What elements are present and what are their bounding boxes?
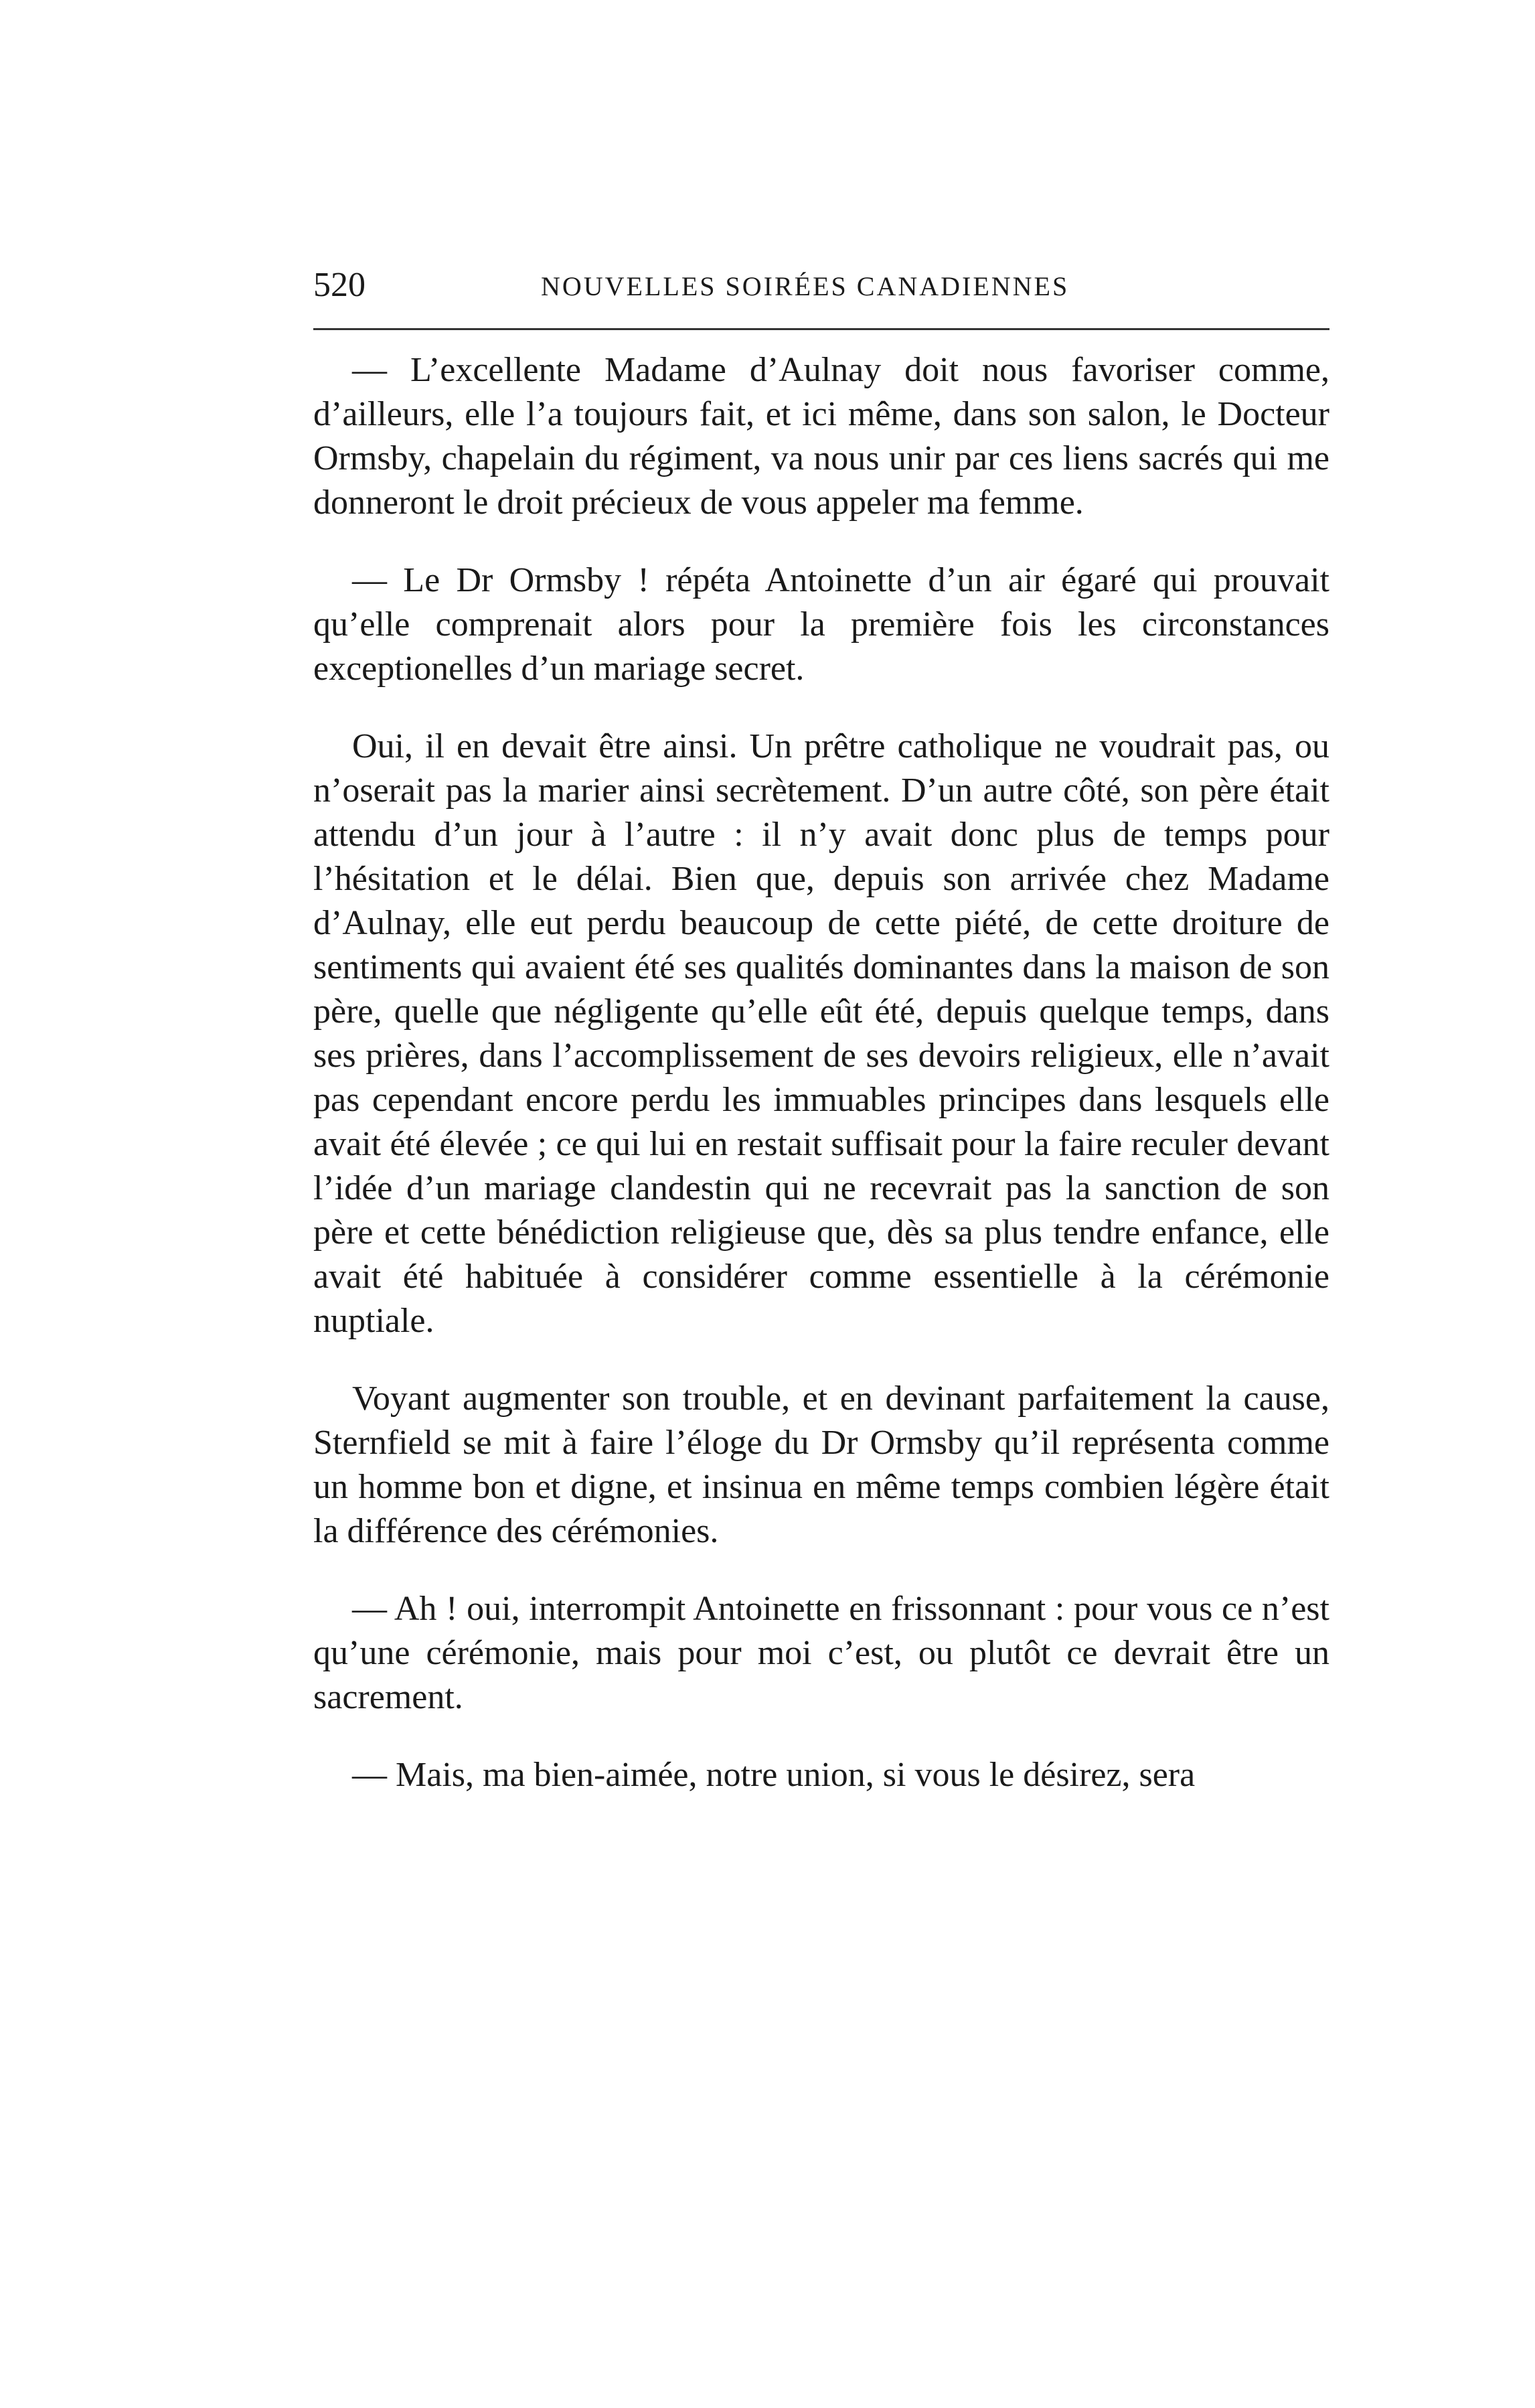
paragraph-1: — L’excellente Madame d’Aulnay doit nous favoriser comme, d’ailleurs, elle l’a toujours fait, et ici même, dans son salon, le Docteur Ormsby, chapelain du régiment, va nous unir par ces liens sacrés qui me donneront le droit précieux de vous appeler ma femme. (313, 351, 1329, 522)
paragraph-4: Voyant augmenter son trouble, et en devinant parfaitement la cause, Sternfield se mit à faire l’éloge du Dr Ormsby qu’il représenta comme un homme bon et digne, et insinua en même temps combien légère était la différence des cérémonies. (313, 1379, 1329, 1550)
header-rule (313, 328, 1329, 330)
paragraph-5: — Ah ! oui, interrompit Antoinette en frissonnant : pour vous ce n’est qu’une cérémonie, mais pour moi c’est, ou plutôt ce devrait être un sacrement. (313, 1590, 1329, 1716)
paragraph-2: — Le Dr Ormsby ! répéta Antoinette d’un air égaré qui prouvait qu’elle comprenait alors pour la première fois les circonstances exceptionelles d’un mariage secret. (313, 561, 1329, 688)
page-header (313, 265, 1329, 305)
paragraph-3: Oui, il en devait être ainsi. Un prêtre catholique ne voudrait pas, ou n’oserait pas la marier ainsi secrètement. D’un autre côté, son père était attendu d’un jour à l’autre : il n’y avait donc plus de temps pour l’hésitation et le délai. Bien que, depuis son arrivée chez Madame d’Aulnay, elle eut perdu beaucoup de cette piété, de cette droiture de sentiments qui avaient été ses qualités dominantes dans la maison de son père, quelle que négligente qu’elle eût été, depuis quelque temps, dans ses prières, dans l’accomplissement de ses devoirs religieux, elle n’avait pas cependant encore perdu les immuables principes dans lesquels elle avait été élevée ; ce qui lui en restait suffisait pour la faire reculer devant l’idée d’un mariage clandestin qui ne recevrait pas la sanction de son père et cette bénédiction religieuse que, dès sa plus tendre enfance, elle avait été habituée à considérer comme essentielle à la cérémonie nuptiale. (313, 727, 1329, 1340)
running-title: NOUVELLES SOIRÉES CANADIENNES (541, 271, 1070, 301)
body-text (313, 348, 1329, 1831)
paragraph-6: — Mais, ma bien-aimée, notre union, si vous le désirez, sera (352, 1756, 1196, 1794)
page-number: 520 (313, 266, 366, 304)
